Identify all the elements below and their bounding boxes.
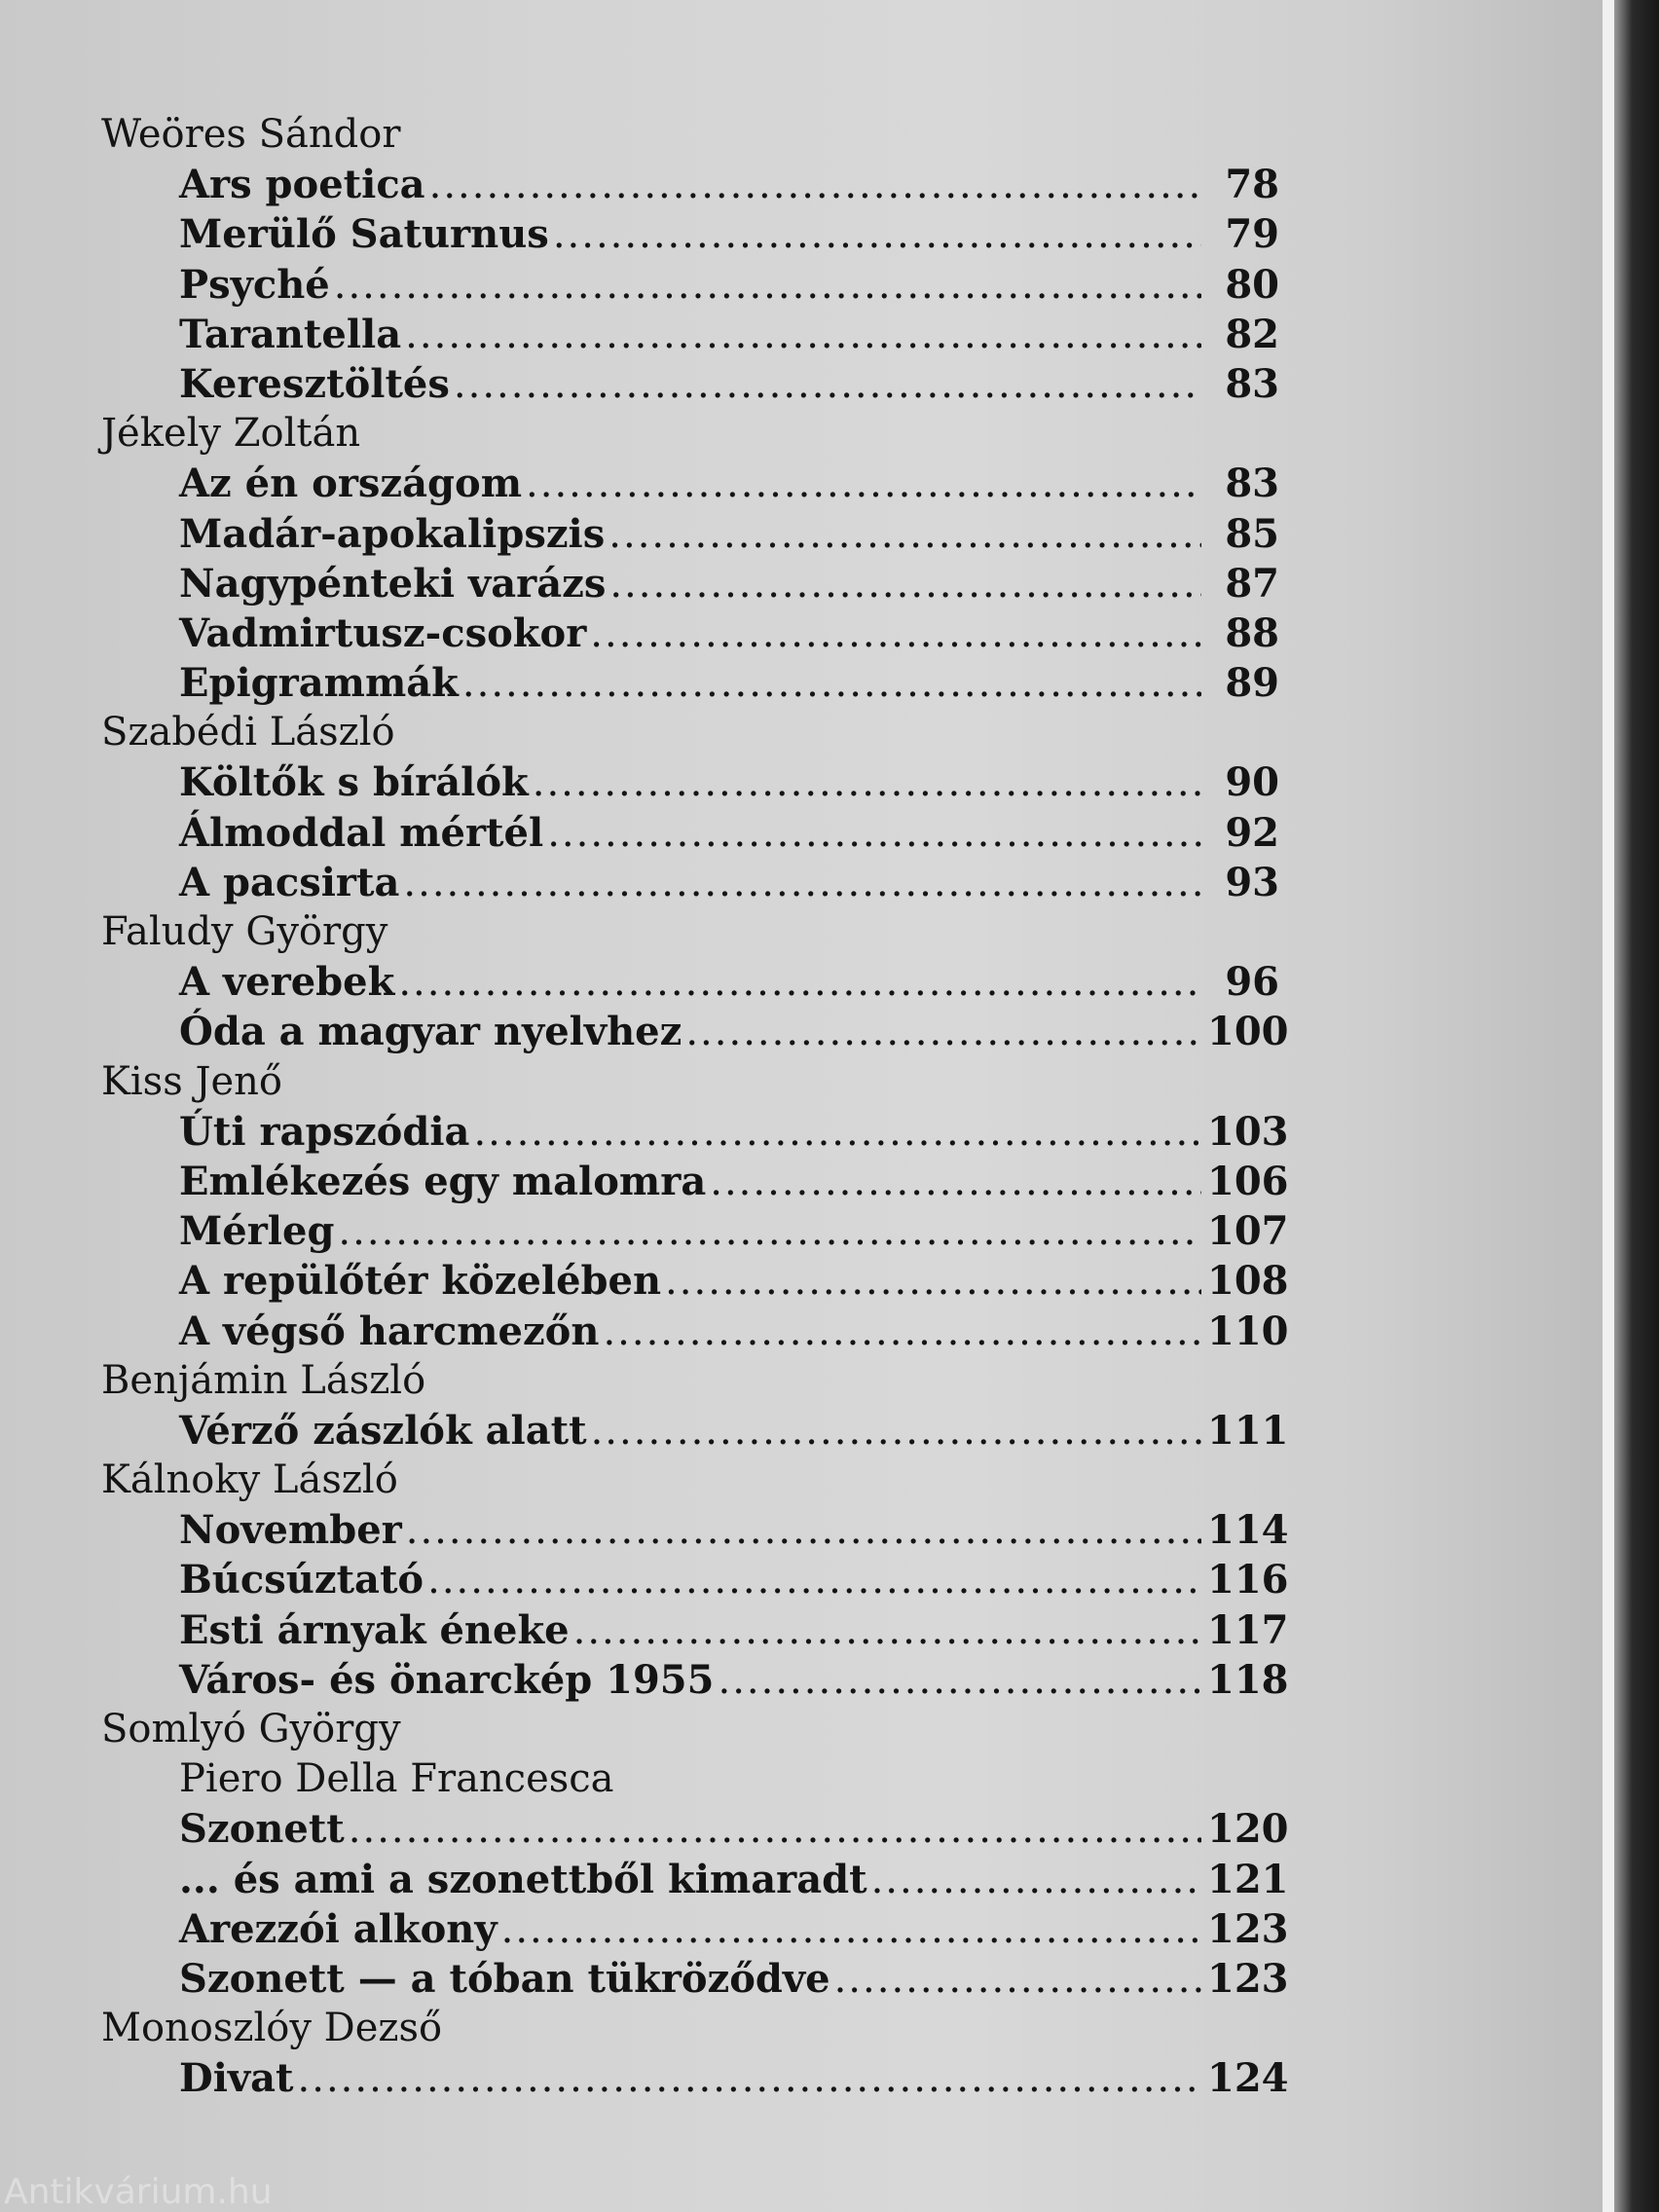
- toc-entry-page: 89: [1225, 660, 1279, 707]
- dot-leader: [834, 1955, 1201, 2005]
- dot-leader: [501, 1905, 1201, 1955]
- toc-entry-page: 124: [1207, 2055, 1289, 2102]
- dot-leader: [454, 360, 1201, 410]
- toc-entry: [179, 1804, 1289, 1854]
- toc-entry: [179, 1206, 1289, 1256]
- toc-entry-title: November: [179, 1507, 402, 1554]
- toc-author: Kiss Jenő: [101, 1058, 282, 1104]
- toc-entry-title: Az én országom: [179, 461, 523, 507]
- dot-leader: [553, 210, 1201, 260]
- toc-author: Faludy György: [101, 909, 388, 954]
- toc-author: Benjámin László: [101, 1357, 426, 1403]
- toc-entry-title: Város- és önarckép 1955: [179, 1656, 715, 1703]
- dot-leader: [429, 161, 1201, 210]
- dot-leader: [603, 1308, 1201, 1357]
- toc-entry-page: 80: [1225, 261, 1279, 308]
- toc-entry: [179, 1505, 1289, 1555]
- toc-entry-page: 118: [1207, 1656, 1289, 1703]
- toc-entry-page: 79: [1225, 211, 1279, 258]
- dot-leader: [298, 2054, 1201, 2104]
- toc-entry-page: 88: [1225, 609, 1279, 656]
- toc-entry-title: Szonett — a tóban tükröződve: [179, 1955, 830, 2002]
- toc-entry-page: 100: [1207, 1009, 1289, 1055]
- toc-entry-title: Vadmirtusz-csokor: [179, 609, 587, 656]
- dot-leader: [462, 659, 1201, 709]
- toc-entry-page: 121: [1207, 1856, 1289, 1902]
- dot-leader: [871, 1856, 1201, 1905]
- toc-entry-page: 82: [1225, 311, 1279, 357]
- toc-entry-page: 107: [1207, 1208, 1289, 1255]
- dot-leader: [608, 510, 1201, 560]
- dot-leader: [406, 1506, 1201, 1556]
- toc-entry: [179, 459, 1279, 508]
- toc-entry-title: Búcsúztató: [179, 1557, 424, 1604]
- toc-entry: [179, 1007, 1289, 1056]
- dot-leader: [590, 609, 1201, 659]
- toc-entry: [179, 1157, 1289, 1206]
- toc-entry-page: 114: [1207, 1507, 1289, 1554]
- toc-entry-page: 117: [1207, 1606, 1289, 1653]
- table-of-contents: [101, 110, 1289, 2104]
- dot-leader: [665, 1257, 1201, 1307]
- toc-entry-page: 83: [1225, 360, 1279, 407]
- toc-entry: [179, 1855, 1289, 1904]
- toc-entry-title: Divat: [179, 2055, 294, 2102]
- toc-entry-title: Költők s bírálók: [179, 759, 529, 806]
- toc-entry-title: A végső harcmezőn: [179, 1308, 600, 1354]
- toc-entry-title: Merülő Saturnus: [179, 211, 549, 258]
- toc-author: Jékely Zoltán: [101, 411, 361, 457]
- dot-leader: [609, 560, 1201, 609]
- toc-entry: [179, 808, 1279, 858]
- toc-author: Somlyó György: [101, 1707, 401, 1751]
- toc-entry-page: 92: [1225, 809, 1279, 856]
- toc-entry: [179, 1555, 1289, 1604]
- toc-entry: [179, 608, 1279, 658]
- toc-entry-page: 90: [1225, 759, 1279, 806]
- toc-entry-title: Tarantella: [179, 311, 402, 357]
- toc-entry: [179, 359, 1279, 409]
- toc-entry: [179, 1605, 1289, 1655]
- toc-entry: [179, 509, 1279, 559]
- dot-leader: [427, 1556, 1201, 1605]
- toc-entry-title: Szonett: [179, 1806, 345, 1853]
- toc-entry: [179, 1406, 1289, 1456]
- dot-leader: [710, 1158, 1201, 1207]
- toc-entry-title: ... és ami a szonettből kimaradt: [179, 1856, 867, 1902]
- toc-author: Monoszlóy Dezső: [101, 2006, 443, 2051]
- toc-entry-title: Mérleg: [179, 1208, 335, 1255]
- book-spine: [1614, 0, 1659, 2212]
- toc-entry-page: 116: [1207, 1557, 1289, 1604]
- toc-entry-page: 96: [1225, 959, 1279, 1006]
- toc-entry-title: Esti árnyak éneke: [179, 1606, 570, 1653]
- toc-entry-page: 78: [1225, 162, 1279, 208]
- toc-entry-page: 93: [1225, 859, 1279, 905]
- toc-entry: [179, 658, 1279, 708]
- toc-entry: [179, 310, 1279, 359]
- toc-entry: [179, 160, 1279, 209]
- toc-entry: [179, 858, 1279, 907]
- toc-entry-page: 103: [1207, 1108, 1289, 1155]
- toc-entry-page: 106: [1207, 1158, 1289, 1204]
- toc-entry-title: A verebek: [179, 959, 395, 1006]
- toc-entry: [179, 1904, 1289, 1954]
- toc-entry: [179, 260, 1279, 310]
- dot-leader: [398, 958, 1201, 1008]
- toc-entry-title: Emlékezés egy malomra: [179, 1158, 707, 1204]
- toc-entry: [179, 1754, 1279, 1804]
- toc-entry-title: Ars poetica: [179, 162, 425, 208]
- toc-entry: [179, 757, 1279, 807]
- dot-leader: [573, 1606, 1201, 1656]
- toc-author: Weöres Sándor: [101, 112, 401, 157]
- toc-entry-title: Madár-apokalipszis: [179, 510, 606, 557]
- dot-leader: [547, 809, 1201, 859]
- toc-entry-page: 120: [1207, 1806, 1289, 1853]
- dot-leader: [349, 1805, 1201, 1855]
- toc-entry-title: A repülőtér közelében: [179, 1258, 662, 1305]
- toc-entry-title: Piero Della Francesca: [179, 1756, 614, 1802]
- toc-entry-title: Psyché: [179, 261, 330, 308]
- toc-entry-page: 83: [1225, 461, 1279, 507]
- toc-entry-title: Nagypénteki varázs: [179, 560, 607, 607]
- toc-author: Kálnoky László: [101, 1457, 398, 1503]
- dot-leader: [405, 311, 1201, 360]
- watermark: Antikvárium.hu: [4, 2172, 273, 2212]
- toc-entry: [179, 1107, 1289, 1157]
- toc-entry: [179, 559, 1279, 608]
- toc-entry: [179, 1655, 1289, 1705]
- toc-author: Szabédi László: [101, 710, 395, 756]
- toc-entry-page: 108: [1207, 1258, 1289, 1305]
- toc-entry: [179, 1307, 1289, 1356]
- dot-leader: [533, 758, 1201, 808]
- dot-leader: [338, 1207, 1201, 1257]
- toc-entry: [179, 957, 1279, 1007]
- toc-entry-title: Vérző zászlók alatt: [179, 1407, 587, 1454]
- dot-leader: [403, 859, 1201, 908]
- toc-entry-title: Álmoddal mértél: [179, 809, 544, 856]
- dot-leader: [685, 1008, 1201, 1057]
- toc-entry-page: 111: [1207, 1407, 1289, 1454]
- toc-entry-title: Úti rapszódia: [179, 1108, 470, 1155]
- toc-entry: [179, 2053, 1289, 2103]
- toc-entry: [179, 209, 1279, 259]
- toc-entry-title: Arezzói alkony: [179, 1905, 498, 1952]
- dot-leader: [334, 261, 1201, 311]
- page-edge: [1603, 0, 1614, 2212]
- toc-entry-page: 85: [1225, 510, 1279, 557]
- toc-entry-title: Óda a magyar nyelvhez: [179, 1009, 682, 1055]
- toc-entry-page: 110: [1207, 1308, 1289, 1354]
- dot-leader: [718, 1656, 1201, 1706]
- toc-entry-page: 123: [1207, 1905, 1289, 1952]
- toc-entry: [179, 1256, 1289, 1306]
- toc-entry-page: 123: [1207, 1955, 1289, 2002]
- toc-entry-page: 87: [1225, 560, 1279, 607]
- dot-leader: [526, 460, 1201, 509]
- toc-entry-title: Keresztöltés: [179, 360, 450, 407]
- dot-leader: [473, 1108, 1201, 1158]
- toc-entry-title: Epigrammák: [179, 660, 459, 707]
- toc-entry: [179, 1954, 1289, 2004]
- dot-leader: [591, 1407, 1201, 1456]
- toc-entry-title: A pacsirta: [179, 859, 400, 905]
